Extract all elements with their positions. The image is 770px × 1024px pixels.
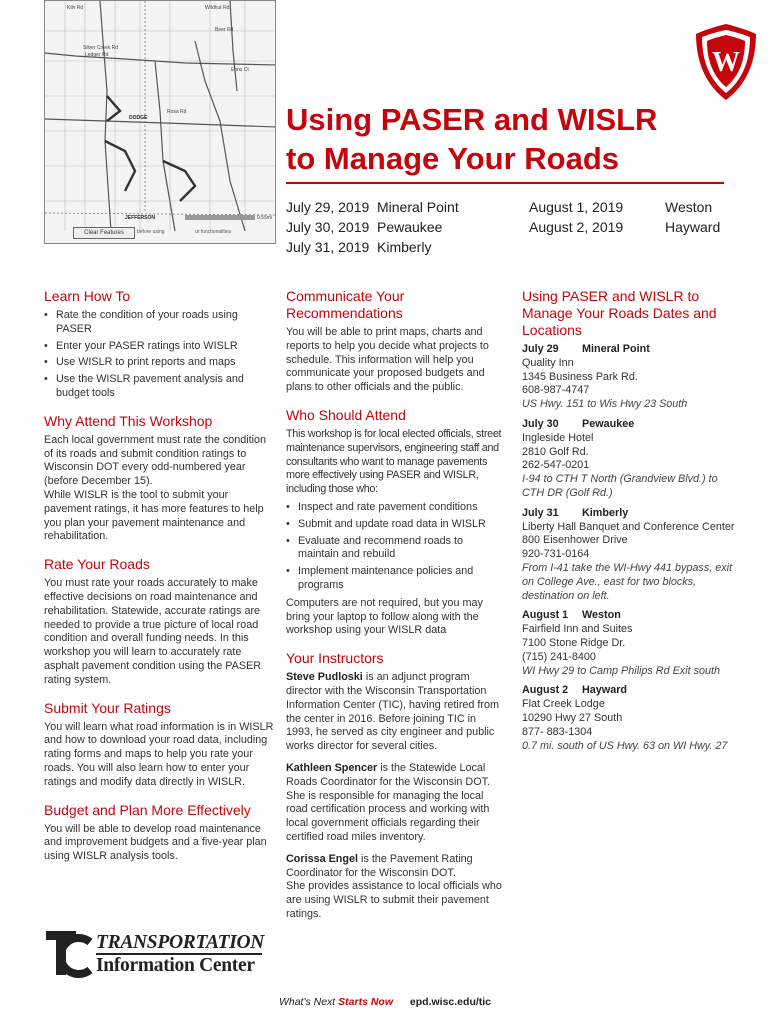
location-directions: US Hwy. 151 to Wis Hwy 23 South [522,398,688,411]
location-line: 2810 Golf Rd. [522,445,589,458]
list-item: • Evaluate and recommend roads to maintain and rebuild [286,534,464,561]
map-label: Beer Rd [215,27,234,33]
left-column [44,288,276,876]
list-item: • Enter your PASER ratings into WISLR [44,339,238,352]
rate-section [44,556,276,687]
learn-list [44,309,276,401]
location-entry [522,507,740,604]
location-day: August 1 [522,609,569,622]
list-item: • Use WISLR to print reports and maps [44,356,236,369]
seal-letter: W [712,47,740,78]
map-screenshot [44,0,276,244]
instructor-name: Corissa Engel [286,852,359,865]
location-city: Kimberly [582,506,629,519]
location-day: July 31 [522,506,559,519]
date: July 30, 2019 [286,219,370,235]
date: August 1, 2019 [529,199,624,215]
title-divider [286,182,724,184]
list-item: • Submit and update road data in WISLR [286,517,486,530]
location-city: Mineral Point [582,343,650,355]
tic-mark-icon [44,928,94,978]
location-line: Ingleside Hotel [522,431,594,444]
map-label: ur functionalities [195,229,232,235]
map-label: DODGE [129,115,148,121]
location-day: August 2 [522,684,569,697]
communicate-section [286,288,504,395]
submit-section [44,700,276,790]
paragraph: This workshop is for local elected officials, street maintenance supervisors, engineering staff and consultants who want to manage pavements more effectively using PASER and WISLR, including those who: [286,427,502,496]
map-label: Kiln Rd [67,5,84,11]
paragraph: Each local government must rate the condition of its roads and submit condition ratings to Wisconsin DOT every odd-numbered year (before December 15). [44,433,267,488]
footer-tagline: What's Next [278,996,336,1008]
middle-column [286,288,504,934]
date: July 29, 2019 [286,199,370,215]
section-heading: Who Should Attend [286,406,406,423]
location-city: Weston [582,609,621,622]
location-line: 800 Eisenhower Drive [522,534,628,547]
paragraph: Computers are not required, but you may bring your laptop to follow along with the workshop using your WISLR data [286,596,483,637]
footer-url-link[interactable]: epd.wisc.edu/tic [409,996,492,1008]
instructor-bio: She provides assistance to local officials who are using WISLR to submit their pavement ratings. [286,880,502,920]
who-section [286,407,504,638]
section-heading: Rate Your Roads [44,556,150,573]
budget-section [44,802,276,864]
location-directions: 0.7 mi. south of US Hwy. 63 on WI Hwy. 27 [522,739,728,752]
location-line: 608-987-4747 [522,384,590,397]
footer [0,996,770,1008]
date-location: Pewaukee [377,219,443,235]
logo-line: TRANSPORTATION [96,932,265,953]
section-heading: Submit Your Ratings [44,699,171,716]
date: August 2, 2019 [529,219,624,235]
page-title [286,100,657,178]
section-heading: Communicate Your Recommendations [286,288,405,321]
location-line: 10290 Hwy 27 South [522,711,623,724]
location-line: 262-547-0201 [522,459,590,472]
map-label: before using [137,229,165,235]
map-label: Wildhut Rd [205,5,230,11]
location-line: 877- 883-1304 [522,725,593,738]
paragraph: You will be able to develop road maintenance and improvement budgets and a five-year plan using WISLR analysis tools. [44,822,267,863]
list-item: • Inspect and rate pavement conditions [286,500,478,513]
section-heading: Your Instructors [286,650,384,667]
instructor-name: Steve Pudloski [286,671,363,684]
location-city: Pewaukee [582,417,635,430]
location-entry [522,418,740,501]
map-graphic [45,1,276,244]
title-line: to Manage Your Roads [286,141,620,176]
list-item: • Rate the condition of your roads using PASER [44,309,238,335]
location-line: Liberty Hall Banquet and Conference Center [522,520,735,533]
location-entry [522,684,740,753]
date: July 31, 2019 [286,239,370,255]
logo-line: Information Center [96,955,255,976]
clear-features-button[interactable]: Clear Features [73,227,135,239]
map-label: Enns Ct [231,67,249,73]
uw-crest-logo [693,22,759,102]
paragraph: You will learn what road information is in WISLR and how to download your road data, including rating forms and maps to help you rate your roads. You will also learn how to enter your ratings and modify data directly in WISLR. [44,720,274,788]
section-heading: Using PASER and WISLR to Manage Your Roads Dates and Locations [522,288,717,338]
location-line: 1345 Business Park Rd. [522,370,638,383]
date-location: Weston [665,199,713,215]
paragraph: While WISLR is the tool to submit your pavement ratings, it has more features to help you plan your pavement maintenance and rehabilitation. [44,488,264,543]
instructor-name: Kathleen Spencer [286,761,378,774]
location-directions: From I-41 take the WI-Hwy 441 bypass, exit on College Ave., east for two blocks, destination on left. [522,561,733,602]
location-line: Quality Inn [522,356,574,369]
location-directions: I-94 to CTH T North (Grandview Blvd.) to CTH DR (Golf Rd.) [522,473,718,499]
footer-tagline-highlight: Starts Now [338,996,393,1008]
location-line: 7100 Stone Ridge Dr. [522,636,626,649]
location-day: July 29 [522,343,559,355]
location-line: (715) 241-8400 [522,650,596,663]
map-label: JEFFERSON [125,215,156,221]
instructor-bio: Steve Pudloski is an adjunct program director with the Wisconsin Transportation Information Center (TIC), having retired from the center in 2016. Before joining TIC in 1993, he served as city engineer and public works director for several cities. [286,671,500,753]
why-section [44,413,276,544]
date-location: Mineral Point [377,199,459,215]
section-heading: Why Attend This Workshop [44,412,213,429]
map-label: Rosa Rd [167,109,187,115]
location-line: Fairfield Inn and Suites [522,623,633,636]
map-label: Silver Creek Rd [83,45,119,51]
location-entry [522,609,740,678]
tic-logo [44,928,266,978]
location-line: 920-731-0164 [522,548,590,561]
date-location: Kimberly [377,239,432,255]
learn-section [44,288,276,401]
paragraph: You will be able to print maps, charts and reports to help you decide what projects to schedule. This information will help you communicate your proposed budgets and plans to other officials and the public. [286,326,489,394]
location-directions: WI Hwy 29 to Camp Philips Rd Exit south [522,664,721,677]
title-line: Using PASER and WISLR [286,102,658,137]
right-column [522,288,740,759]
instructors-section [286,650,504,922]
section-heading: Learn How To [44,288,131,304]
map-label: Ledger Rd [85,52,109,58]
location-line: Flat Creek Lodge [522,698,605,711]
instructor-bio: Corissa Engel is the Pavement Rating Coordinator for the Wisconsin DOT. [286,852,473,879]
date-location: Hayward [665,219,721,235]
instructor-bio: Kathleen Spencer is the Statewide Local Roads Coordinator for the Wisconsin DOT. She is responsible for managing the local road certification process and working with local government officials regarding their certified road miles inventory. [286,761,491,843]
map-label: 0.55mi [257,215,273,221]
list-item: • Use the WISLR pavement analysis and budget tools [44,373,244,399]
location-day: July 30 [522,417,559,430]
list-item: • Implement maintenance policies and programs [286,565,474,591]
paragraph: You must rate your roads accurately to make effective decisions on road maintenance and rehabilitation. Statewide, accurate ratings are needed to provide a true picture of local road condition and overall funding needs. In this workshop you will learn to accurately rate asphalt pavement condition using the PASER rating system. [44,577,262,686]
location-entry [522,343,740,412]
who-list [286,501,504,593]
location-city: Hayward [582,684,628,697]
section-heading: Budget and Plan More Effectively [44,801,251,818]
